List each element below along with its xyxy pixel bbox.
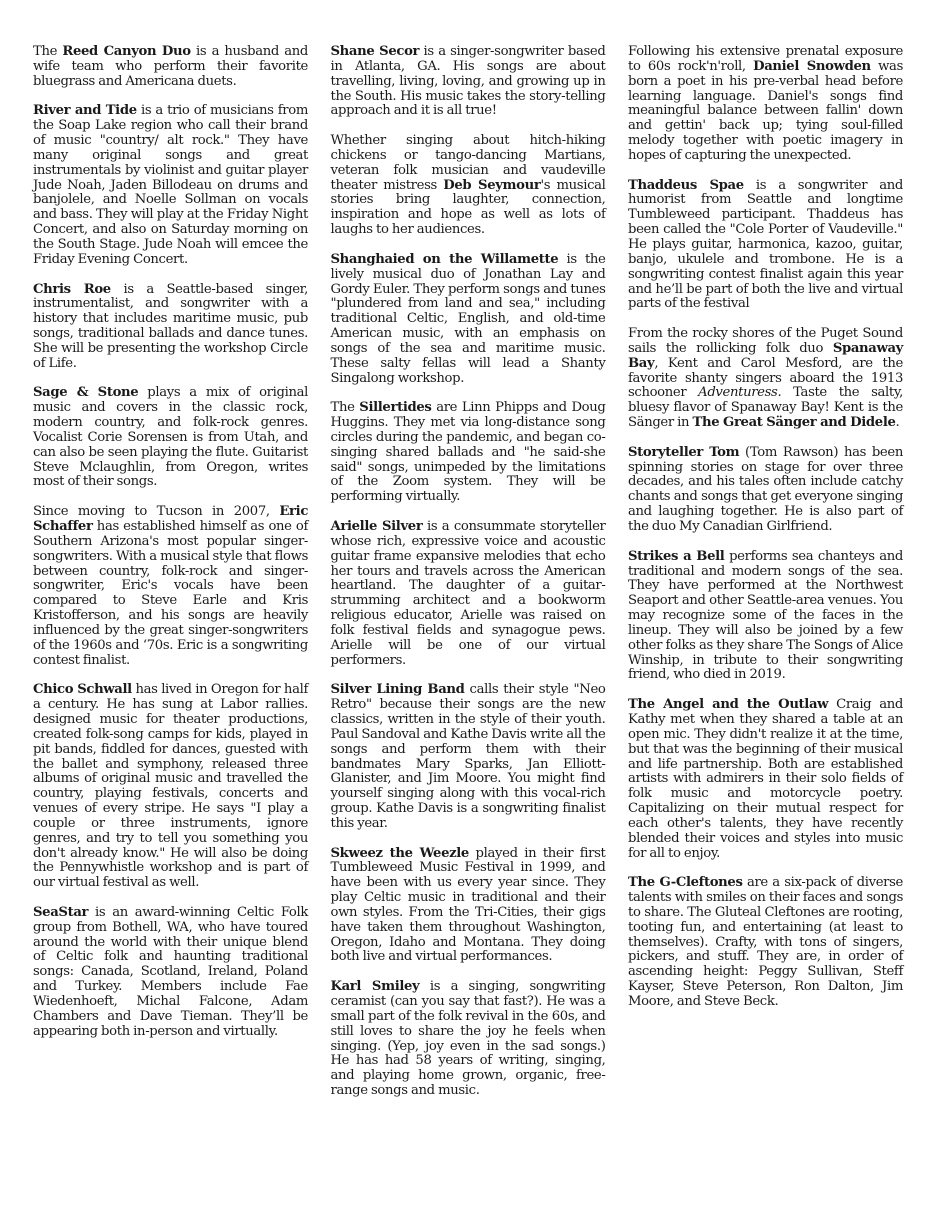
bio-spanaway-bay: From the rocky shores of the Puget Sound sails the rollicking folk duo Spanaway Bay, Kent and Carol Mesford, are the favorite shanty singers aboard the 1913 schooner Adventuress. Taste the salty, bluesy flavor of Spanaway Bay! Kent is the Sänger in The Great Sänger and Didele. [628, 326, 904, 431]
bio-seastar: SeaStar is an award-winning Celtic Folk group from Bothell, WA, who have toured around the world with their unique blend of Celtic folk and haunting traditional songs: Canada, Scotland, Ireland, Poland and Turkey. Members include Fae Wiedenhoeft, Michal Falcone, Adam Chambers and Dave Tieman. They’ll be appearing both in-person and virtually. [33, 904, 308, 1039]
performer-name: Eric Schaffer [33, 504, 308, 534]
bio-shanghaied-on-the-willamette: Shanghaied on the Willamette is the lively musical duo of Jonathan Lay and Gordy Euler. They perform songs and tunes "plundered from land and sea," including traditional Celtic, English, and old-time American music, with an emphasis on songs of the sea and maritime music. These salty fellas will lead a Shanty Singalong workshop. [330, 251, 606, 386]
bio-chico-schwall: Chico Schwall has lived in Oregon for half a century. He has sung at Labor rallies. designed music for theater productions, created folk-song camps for kids, played in pit bands, fiddled for dances, guested with the ballet and symphony, released three albums of original music and travelled the country, playing festivals, concerts and venues of every stripe. He says "I play a couple or three instruments, ignore genres, and try to tell you something you don't already know." He will also be doing the Pennywhistle workshop and is part of our virtual festival as well. [33, 682, 308, 891]
column-1 [33, 45, 308, 1114]
performer-name: Sillertides [359, 400, 432, 416]
bio-shane-secor: Shane Secor is a singer-songwriter based in Atlanta, GA. His songs are about travelling, living, loving, and growing up in the South. His music takes the story-telling approach and it is all true! [330, 44, 606, 119]
bio-eric-schaffer: Since moving to Tucson in 2007, Eric Schaffer has established himself as one of Southern Arizona's most popular singer-songwriters. With a musical style that flows between country, folk-rock and singer-songwriter, Eric's vocals have been compared to Steve Earle and Kris Kristofferson, and his songs are heavily influenced by the great singer-songwriters of the 1960s and ‘70s. Eric is a songwriting contest finalist. [33, 504, 308, 668]
performer-name: Spanaway Bay [628, 340, 903, 371]
performer-name: SeaStar [33, 904, 89, 920]
performer-name: Silver Lining Band [330, 682, 465, 698]
bio-chris-roe: Chris Roe is a Seattle-based singer, instrumentalist, and songwriter with a history that includes maritime music, pub songs, traditional ballads and dance tunes. She will be presenting the workshop Circle of Life. [33, 281, 308, 371]
bio-arielle-silver: Arielle Silver is a consummate storyteller whose rich, expressive voice and acoustic guitar frame expansive melodies that echo her tours and travels across the American heartland. The daughter of a guitar-strumming architect and a bookworm religious educator, Arielle was raised on folk festival fields and synagogue pews. Arielle will be one of our virtual performers. [330, 519, 606, 668]
column-3 [628, 45, 903, 1114]
performer-name: The G-Cleftones [628, 875, 743, 891]
performer-name: Deb Seymour [443, 177, 541, 193]
performer-name: River and Tide [33, 103, 137, 119]
performer-name: Arielle Silver [330, 519, 423, 534]
ship-name: Adventuress. [698, 385, 782, 401]
performer-bios-page [33, 45, 903, 1114]
performer-name: Shanghaied on the Willamette [330, 251, 559, 267]
performer-name: The Great Sänger and Didele [692, 415, 896, 431]
performer-name: Sage & Stone [33, 385, 139, 401]
performer-name: Chico Schwall [33, 682, 132, 698]
bio-karl-smiley: Karl Smiley is a singing, songwriting ceramist (can you say that fast?). He was a small part of the folk revival in the 60s, and still loves to share the joy he feels when singing. (Yep, joy even in the sad songs.) He has had 58 years of writing, singing, and playing home grown, organic, free-range songs and music. [330, 979, 606, 1099]
bio-deb-seymour: Whether singing about hitch-hiking chickens or tango-dancing Martians, veteran folk musician and vaudeville theater mistress Deb Seymour's musical stories bring laughter, connection, inspiration and hope as well as lots of laughs to her audiences. [330, 133, 606, 238]
bio-sage-and-stone: Sage & Stone plays a mix of original music and covers in the classic rock, modern country, and folk-rock genres. Vocalist Corie Sorensen is from Utah, and can also be seen playing the flute. Guitarist Steve Mclaughlin, from Oregon, writes most of their songs. [33, 385, 308, 490]
performer-name: Shane Secor [330, 44, 420, 59]
bio-reed-canyon-duo: The Reed Canyon Duo is a husband and wife team who perform their favorite bluegrass and Americana duets. [33, 44, 309, 89]
bio-strikes-a-bell: Strikes a Bell performs sea chanteys and traditional and modern songs of the sea. They have performed at the Northwest Seaport and other Seattle-area venues. You may recognize some of the faces in the lineup. They will also be joined by a few other folks as they share The Songs of Alice Winship, in tribute to their songwriting friend, who died in 2019. [628, 548, 903, 683]
performer-name: Chris Roe [33, 281, 111, 297]
bio-river-and-tide: River and Tide is a trio of musicians from the Soap Lake region who call their brand of music "country/ alt rock." They have many original songs and great instrumentals by violinist and guitar player Jude Noah, Jaden Billodeau on drums and banjolele, and Noelle Sollman on vocals and bass. They will play at the Friday Night Concert, and also on Saturday morning on the South Stage. Jude Noah will emcee the Friday Evening Concert. [33, 103, 308, 267]
bio-the-angel-and-the-outlaw: The Angel and the Outlaw Craig and Kathy met when they shared a table at an open mic. They didn't realize it at the time, but that was the beginning of their musical and life partnership. Both are established artists with admirers in their solo fields of folk music and motorcycle poetry. Capitalizing on their mutual respect for each other's talents, they have recently blended their voices and styles into music for all to enjoy. [628, 697, 903, 861]
performer-name: Thaddeus Spae [628, 177, 744, 193]
bio-storyteller-tom: Storyteller Tom (Tom Rawson) has been spinning stories on stage for over three decades, and his tales often include catchy chants and songs that get everyone singing and laughing together. He is also part of the duo My Canadian Girlfriend. [628, 444, 903, 534]
performer-name: The Angel and the Outlaw [628, 697, 829, 713]
performer-name: Reed Canyon Duo [62, 44, 191, 59]
performer-name: Storyteller Tom [628, 444, 740, 460]
performer-name: Karl Smiley [330, 979, 420, 995]
bio-sillertides: The Sillertides are Linn Phipps and Doug Huggins. They met via long-distance song circles during the pandemic, and began co-singing shared ballads and "he said-she said" songs, unimpeded by the limitations of the Zoom system. They will be performing virtually. [330, 400, 606, 505]
bio-silver-lining-band: Silver Lining Band calls their style "Neo Retro" because their songs are the new classics, written in the style of their youth. Paul Sandoval and Kathe Davis write all the songs and perform them with their bandmates Mary Sparks, Jan Elliott-Glanister, and Jim Moore. You might find yourself singing along with this vocal-rich group. Kathe Davis is a songwriting finalist this year. [330, 682, 606, 831]
bio-daniel-snowden: Following his extensive prenatal exposure to 60s rock'n'roll, Daniel Snowden was born a poet in his pre-verbal head before learning language. Daniel's songs find meaningful balance between fallin' down and gettin' back up; tying soul-filled melody together with poetic imagery in hopes of capturing the unexpected. [628, 44, 903, 163]
bio-thaddeus-spae: Thaddeus Spae is a songwriter and humorist from Seattle and longtime Tumbleweed participant. Thaddeus has been called the "Cole Porter of Vaudeville." He plays guitar, harmonica, kazoo, guitar, banjo, ukulele and trombone. He is a songwriting contest finalist again this year and he’ll be part of both the live and virtual parts of the festival [628, 177, 904, 312]
performer-name: Daniel Snowden [753, 58, 871, 74]
performer-name: Skweez the Weezle [330, 845, 469, 861]
column-2 [331, 45, 606, 1114]
bio-skweez-the-weezle: Skweez the Weezle played in their first Tumbleweed Music Festival in 1999, and have been with us every year since. They play Celtic music in traditional and their own styles. From the Tri-Cities, their gigs have taken them throughout Washington, Oregon, Idaho and Montana. They doing both live and virtual performances. [330, 845, 606, 965]
bio-the-g-cleftones: The G-Cleftones are a six-pack of diverse talents with smiles on their faces and songs to share. The Gluteal Cleftones are rooting, tooting fun, and entertaining (at least to themselves). Crafty, with tons of singers, pickers, and stuff. They are, in order of ascending height: Peggy Sullivan, Steff Kayser, Steve Peterson, Ron Dalton, Jim Moore, and Steve Beck. [628, 875, 903, 1009]
performer-name: Strikes a Bell [628, 548, 725, 564]
